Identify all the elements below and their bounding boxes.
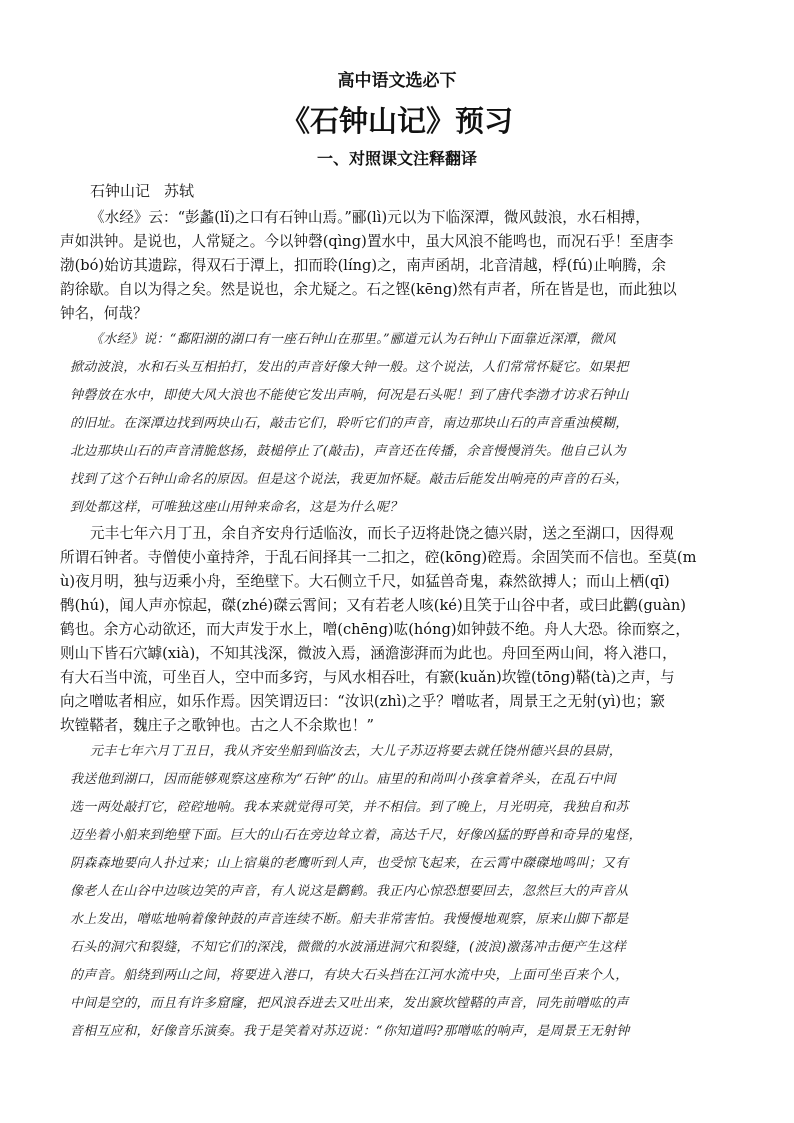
text-line: 水上发出，噌吰地响着像钟鼓的声音连续不断。船夫非常害怕。我慢慢地观察，原来山脚下都是 (70, 912, 629, 927)
text-line: 到处都这样，可唯独这座山用钟来命名，这是为什么呢？ (70, 500, 403, 515)
text-line: 的声音。船绕到两山之间，将要进入港口，有块大石头挡在江河水流中央，上面可坐百来个人， (70, 968, 629, 983)
text-line: 钟名，何哉？ (60, 305, 148, 322)
text-line: 掀动波浪，水和石头互相拍打，发出的声音好像大钟一般。这个说法，人们常常怀疑它。如果把 (70, 360, 629, 375)
text-line: 向之噌吰者相应，如乐作焉。因笑谓迈曰：“汝识(zhì)之乎？噌吰者，周景王之无射(yì)也；窾 (60, 693, 665, 710)
text-line: ù)夜月明，独与迈乘小舟，至绝壁下。大石侧立千尺，如猛兽奇鬼，森然欲搏人；而山上栖(qī) (60, 573, 670, 590)
text-line: 迈坐着小船来到绝壁下面。巨大的山石在旁边耸立着，高达千尺，好像凶猛的野兽和奇异的鬼怪， (70, 828, 642, 843)
text-line: 鹤也。余方心动欲还，而大声发于水上，噌(chēng)吰(hóng)如钟鼓不绝。舟人大恐。徐而察之， (60, 621, 691, 638)
text-line: 元丰七年六月丁丑，余自齐安舟行适临汝，而长子迈将赴饶之德兴尉，送之至湖口，因得观 (90, 525, 674, 542)
author-name: 苏轼 (164, 182, 195, 200)
text-line: 像老人在山谷中边咳边笑的声音，有人说这是鹳鹤。我正内心惊恐想要回去，忽然巨大的声音从 (70, 884, 629, 899)
text-line: 鹘(hú)，闻人声亦惊起，磔(zhé)磔云霄间；又有若老人咳(ké)且笑于山谷中者，或曰此鹳(guàn) (60, 597, 686, 614)
text-line: 渤(bó)始访其遗踪，得双石于潭上，扣而聆(líng)之，南声函胡，北音清越，桴(fú)止响腾，余 (60, 257, 666, 274)
original-text-paragraph-2 (60, 522, 734, 738)
text-line: 所谓石钟者。寺僧使小童持斧，于乱石间择其一二扣之，硿(kōng)硿焉。余固笑而不信也。至莫(m (60, 549, 697, 566)
section-heading: 一、对照课文注释翻译 (316, 149, 477, 168)
text-line: 石头的洞穴和裂缝，不知它们的深浅，微微的水波涌进洞穴和裂缝，(波浪)激荡冲击便产生这样 (70, 940, 627, 955)
text-line: 找到了这个石钟山命名的原因。但是这个说法，我更加怀疑。敲击后能发出响亮的声音的石头， (70, 472, 629, 487)
text-line: 我送他到湖口，因而能够观察这座称为“石钟”的山。庙里的和尚叫小孩拿着斧头，在乱石中间 (70, 772, 616, 787)
text-line: 声如洪钟。是说也，人常疑之。今以钟磬(qìng)置水中，虽大风浪不能鸣也，而况石乎！至唐李 (60, 233, 674, 250)
text-line: 有大石当中流，可坐百人，空中而多窍，与风水相吞吐，有窾(kuǎn)坎镗(tōng)鞳(tà)之声，与 (60, 669, 675, 686)
text-line: 《水经》说：“鄱阳湖的湖口有一座石钟山在那里。”郦道元认为石钟山下面靠近深潭，微风 (90, 332, 617, 347)
byline (90, 178, 734, 204)
text-line: 坎镗鞳者，魏庄子之歌钟也。古之人不余欺也！” (60, 717, 374, 734)
text-line: 钟磬放在水中，即使大风大浪也不能使它发出声响，何况是石头呢！到了唐代李渤才访求石钟山 (70, 388, 629, 403)
text-line: 韵徐歇。自以为得之矣。然是说也，余尤疑之。石之铿(kēng)然有声者，所在皆是也，而此独以 (60, 281, 677, 298)
translation-paragraph-2 (70, 738, 734, 1046)
original-text-paragraph-1 (60, 206, 734, 326)
text-line: 北边那块山石的声音清脆悠扬，鼓槌停止了(敲击)，声音还在传播，余音慢慢消失。他自己认为 (70, 444, 627, 459)
translation-paragraph-1 (70, 326, 734, 522)
text-line: 的旧址。在深潭边找到两块山石，敲击它们，聆听它们的声音，南边那块山石的声音重浊模糊， (70, 416, 629, 431)
text-line: 选一两处敲打它，硿硿地响。我本来就觉得可笑，并不相信。到了晚上，月光明亮，我独自和苏 (70, 800, 629, 815)
subject-label: 高中语文选必下 (337, 71, 457, 91)
page-title: 《石钟山记》预习 (280, 104, 513, 138)
text-line: 《水经》云：“彭蠡(lǐ)之口有石钟山焉。”郦(lì)元以为下临深潭，微风鼓浪，水石相搏， (90, 209, 650, 226)
text-line: 元丰七年六月丁丑日，我从齐安坐船到临汝去，大儿子苏迈将要去就任饶州德兴县的县尉， (90, 744, 623, 759)
text-line: 音相互应和，好像音乐演奏。我于是笑着对苏迈说：“你知道吗?那噌吰的响声，是周景王无射钟 (70, 1024, 630, 1039)
text-line: 则山下皆石穴罅(xià)，不知其浅深，微波入焉，涵澹澎湃而为此也。舟回至两山间，将入港口， (60, 645, 677, 662)
work-title: 石钟山记 (90, 182, 151, 200)
text-line: 阴森森地要向人扑过来；山上宿巢的老鹰听到人声，也受惊飞起来，在云霄中磔磔地鸣叫；又有 (70, 856, 629, 871)
document-header (60, 68, 734, 172)
text-line: 中间是空的，而且有许多窟窿，把风浪吞进去又吐出来，发出窾坎镗鞳的声音，同先前噌吰的声 (70, 996, 629, 1011)
